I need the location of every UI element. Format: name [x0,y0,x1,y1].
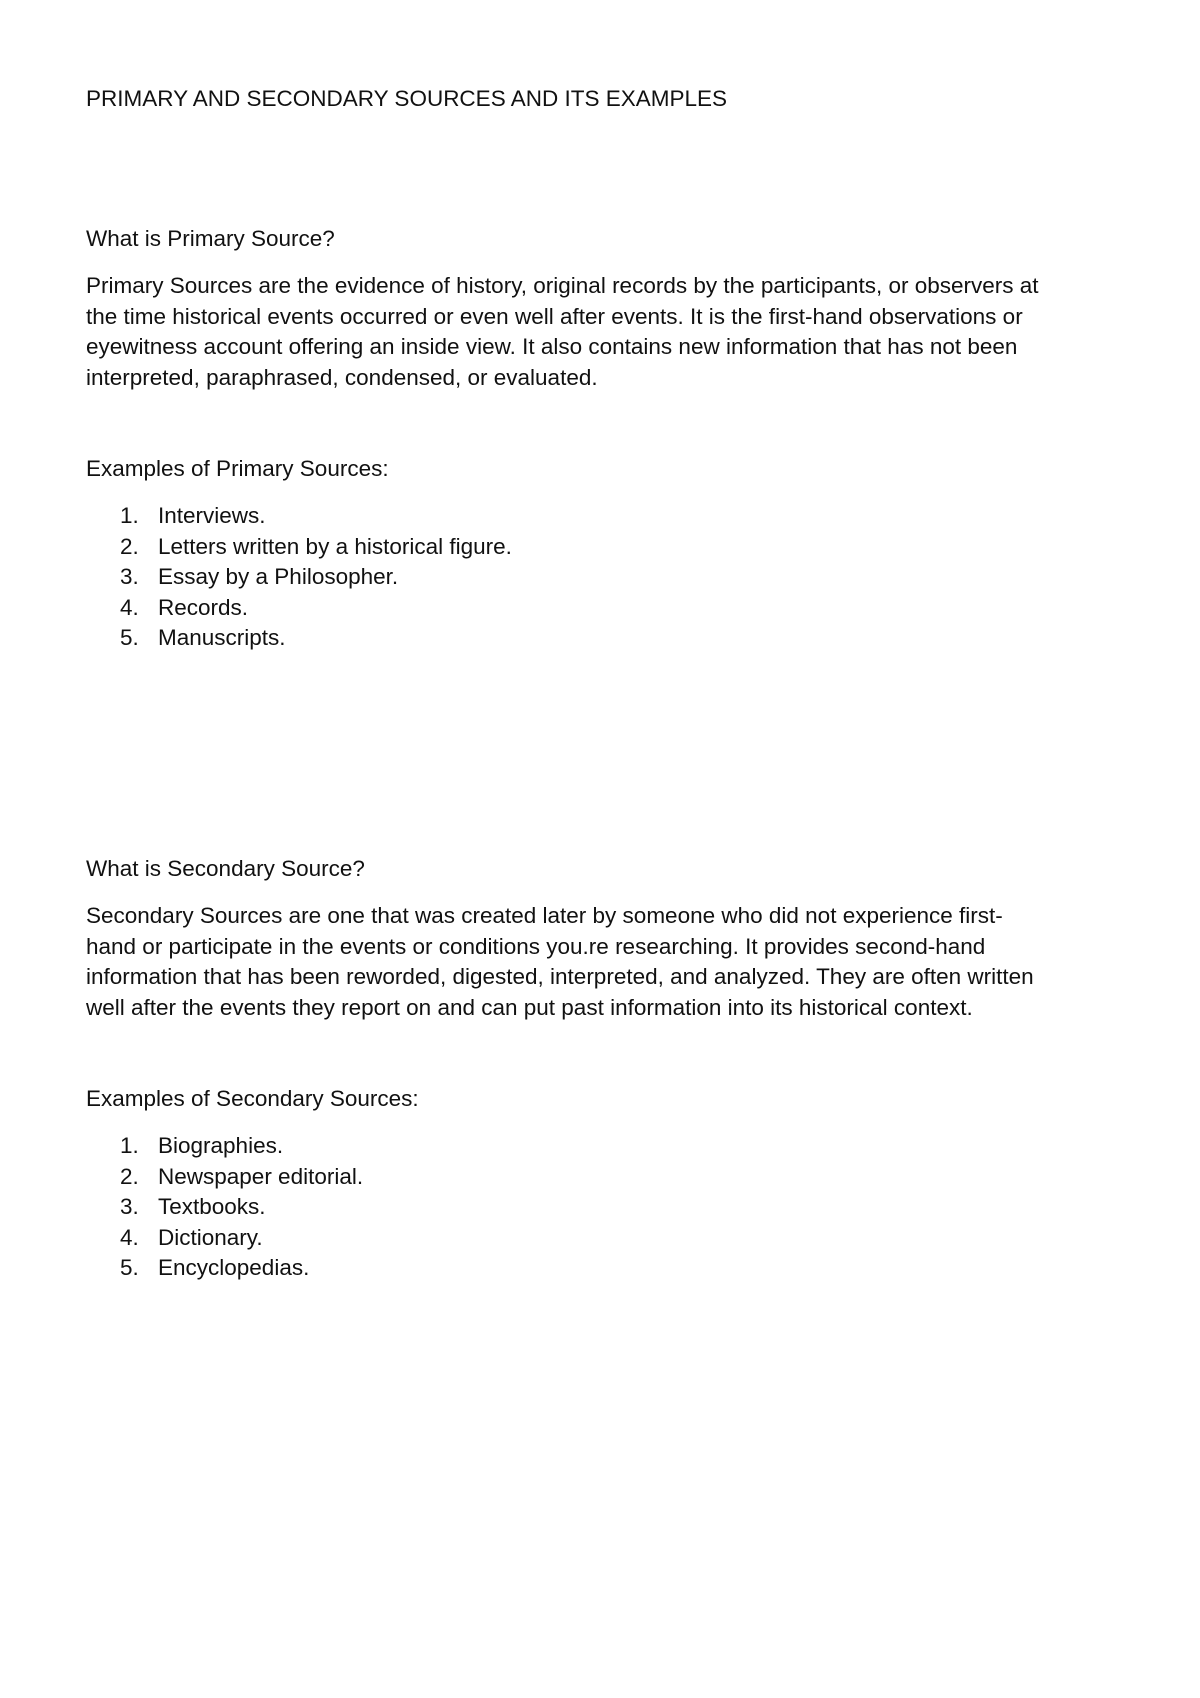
secondary-paragraph [86,901,1126,1023]
list-number: 5. [120,1255,139,1280]
secondary-heading: What is Secondary Source? [86,856,365,881]
list-text: Textbooks. [158,1194,266,1219]
list-text: Letters written by a historical figure. [158,533,512,559]
list-text: Biographies. [158,1133,284,1158]
paragraph-line: hand or participate in the events or conditions you.re researching. It provides second-hand [86,933,986,959]
list-text: Records. [158,594,249,620]
list-item [120,1223,363,1254]
list-number: 4. [120,594,139,620]
list-item [120,1131,363,1162]
list-text: Newspaper editorial. [158,1163,364,1189]
list-text: Encyclopedias. [158,1255,310,1280]
primary-paragraph [86,271,1126,393]
list-item [120,1192,363,1223]
list-item [120,532,512,563]
primary-examples-list [120,501,512,654]
paragraph-line: well after the events they report on and can put past information into its historical context. [86,994,973,1020]
list-number: 3. [120,564,139,589]
list-item [120,623,512,654]
list-number: 1. [120,1133,139,1158]
list-number: 2. [120,533,139,559]
list-text: Interviews. [158,503,266,528]
list-item [120,562,512,593]
list-number: 2. [120,1163,139,1189]
list-item [120,1253,363,1284]
paragraph-line: Primary Sources are the evidence of history, original records by the participants, or observers at [86,273,1039,298]
list-text: Manuscripts. [158,625,286,650]
primary-examples-heading: Examples of Primary Sources: [86,456,389,481]
primary-heading: What is Primary Source? [86,226,335,251]
list-number: 1. [120,503,139,528]
paragraph-line: information that has been reworded, digested, interpreted, and analyzed. They are often written [86,964,1034,989]
list-text: Dictionary. [158,1224,263,1250]
document-title: PRIMARY AND SECONDARY SOURCES AND ITS EXAMPLES [86,86,728,111]
list-number: 3. [120,1194,139,1219]
list-item [120,501,512,532]
secondary-examples-heading: Examples of Secondary Sources: [86,1086,419,1111]
list-number: 4. [120,1224,139,1250]
secondary-examples-list [120,1131,363,1284]
list-item [120,1162,363,1193]
list-text: Essay by a Philosopher. [158,564,399,589]
paragraph-line: Secondary Sources are one that was created later by someone who did not experience first- [86,903,1003,928]
list-number: 5. [120,625,139,650]
paragraph-line: eyewitness account offering an inside view. It also contains new information that has not been [86,334,1018,359]
paragraph-line: the time historical events occurred or even well after events. It is the first-hand observations or [86,303,1023,329]
list-item [120,593,512,624]
paragraph-line: interpreted, paraphrased, condensed, or evaluated. [86,364,598,390]
